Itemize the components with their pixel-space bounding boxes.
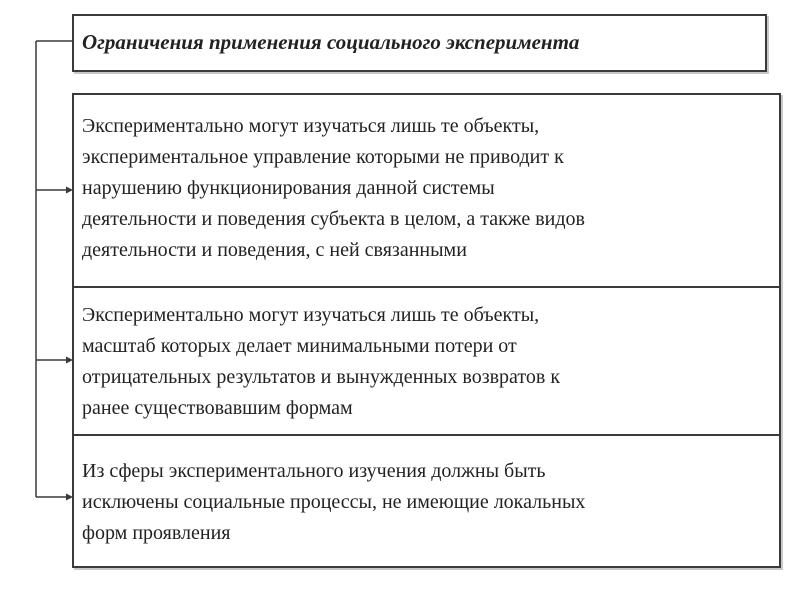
diagram-title: Ограничения применения социального эксперимента [82,30,580,54]
item-1-line: деятельности и поведения субъекта в целом, а также видов [82,208,585,230]
item-2-line: Экспериментально могут изучаться лишь те объекты, [82,304,540,326]
item-1 [74,111,779,266]
items-box [72,93,781,568]
item-divider [74,286,779,288]
item-2 [74,300,779,424]
item-1-line: нарушению функционирования данной системы [82,177,495,199]
title-box [72,14,767,72]
item-1-line: Экспериментально могут изучаться лишь те объекты, [82,115,540,137]
item-3-line: форм проявления [82,522,231,544]
item-1-line: деятельности и поведения, с ней связанными [82,239,467,261]
item-2-line: масштаб которых делает минимальными потери от [82,335,517,357]
item-1-line: экспериментальное управление которыми не приводит к [82,146,564,168]
item-2-line: отрицательных результатов и вынужденных возвратов к [82,366,561,388]
item-2-line: ранее существовавшим формам [82,397,353,419]
item-divider [74,434,779,436]
item-3 [74,456,779,549]
item-3-line: исключены социальные процессы, не имеющие локальных [82,491,586,513]
item-3-line: Из сферы экспериментального изучения должны быть [82,460,546,482]
